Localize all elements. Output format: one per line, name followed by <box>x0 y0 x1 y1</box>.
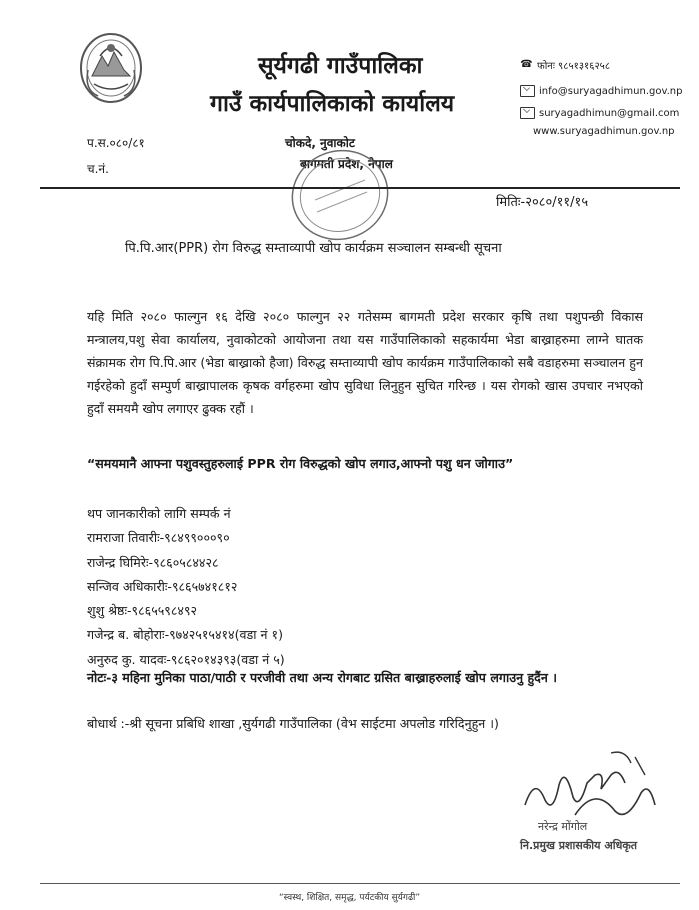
patra-sankhya: प.स.०८०/८१ <box>87 136 145 150</box>
address-line-2: बागमती प्रदेश, नेपाल <box>300 157 393 171</box>
phone-icon: ☎ <box>520 59 533 70</box>
contact-intro: थप जानकारीको लागि सम्पर्क नं <box>87 506 231 521</box>
mail-icon <box>520 107 535 119</box>
contact-item: अनुरुद कु. यादवः-९८६२०१४३९३(वडा नं ५) <box>87 651 285 667</box>
footer-divider <box>40 883 680 884</box>
signer-name: नरेन्द्र मोंगोल <box>538 820 588 833</box>
contact-item: रामराजा तिवारीः-९८४९९०००९० <box>87 530 230 546</box>
contact-item: शुशु श्रेष्ठः-९८६५५९८४९२ <box>87 603 198 619</box>
email-info[interactable]: info@suryagadhimun.gov.np <box>539 85 683 97</box>
cc-line: बोधार्थ :-श्री सूचना प्रबिधि शाखा ,सुर्यगढी गाउँपालिका (वेभ साईटमा अपलोड गरिदिनुहुन ।) <box>87 716 499 731</box>
website-link[interactable] <box>533 126 675 137</box>
notice-body: यहि मिति २०८० फाल्गुन १६ देखि २०८० फाल्गुन २२ गतेसम्म बागमती प्रदेश सरकार कृषि तथा पशुपन्छी विकास मन्त्रालय,पशु सेवा कार्यालय, नुवाकोटको आयोजना तथा यस गाउँपालिकाको सहकार्यमा भेडा बाख्राहरुमा लाग्ने घातक संक्रामक रोग पि.पि.आर (भेडा बाख्राको हैजा) विरुद्ध सम्ताव्यापी खोप कार्यक्रम गाउँपालिकाको सबै वडाहरुमा सञ्चालन हुन गईरहेको हुदाँ सम्पुर्ण बाख्रापालक कृषक वर्गहरुमा खोप सुविधा लिनुहुन सुचित गरिन्छ । यस रोगको खास उपचार नभएको हुदाँ समयमै खोप लगाएर ढुक्क रहौं । <box>87 309 643 416</box>
letter-subject: पि.पि.आर(PPR) रोग विरुद्ध सम्ताव्यापी खोप कार्यक्रम सञ्चालन सम्बन्धी सूचना <box>125 241 502 256</box>
address-line-1: चोकदे, नुवाकोट <box>285 136 355 150</box>
chalani-number: च.नं. <box>87 162 109 176</box>
org-name: सूर्यगढी गाउँपालिका <box>258 53 423 79</box>
website-url[interactable]: www.suryagadhimun.gov.np <box>533 126 675 137</box>
phone-number: फोनः ९८५१३१६२५८ <box>537 61 611 72</box>
email-gmail[interactable]: suryagadhimun@gmail.com <box>539 107 680 119</box>
vaccination-note: नोटः-३ महिना मुनिका पाठा/पाठी र परजीवी तथा अन्य रोगबाट ग्रसित बाख्राहरुलाई खोप लगाउनु हुदैंन । <box>87 670 558 685</box>
header-divider <box>40 187 680 189</box>
contact-list <box>87 502 285 672</box>
handwritten-signature <box>515 745 675 825</box>
contact-item: राजेन्द्र घिमिरेः-९८६०५८४४२८ <box>87 554 219 570</box>
email-contact-gmail[interactable] <box>520 107 679 119</box>
phone-contact <box>520 58 610 72</box>
email-contact-info[interactable] <box>520 85 682 97</box>
footer-motto: “स्वस्थ, शिक्षित, समृद्ध, पर्यटकीय सुर्यगढी” <box>278 893 421 903</box>
contact-item: सन्जिव अधिकारीः-९८६५७४१८१२ <box>87 578 238 594</box>
office-name: गाउँ कार्यपालिकाको कार्यालय <box>210 91 455 117</box>
mail-icon <box>520 85 535 97</box>
letter-date: मितिः-२०८०/११/१५ <box>496 195 589 210</box>
nepal-emblem-icon <box>78 30 144 106</box>
campaign-slogan: “समयमानै आफ्ना पशुवस्तुहरुलाई PPR रोग विरुद्धको खोप लगाउ,आफ्नो पशु धन जोगाउ” <box>87 456 514 471</box>
contact-item: गजेन्द्र ब. बोहोराः-९७४२५१५४१४(वडा नं १) <box>87 627 283 643</box>
signer-title: नि.प्रमुख प्रशासकीय अधिकृत <box>520 839 638 852</box>
office-stamp <box>285 140 395 250</box>
